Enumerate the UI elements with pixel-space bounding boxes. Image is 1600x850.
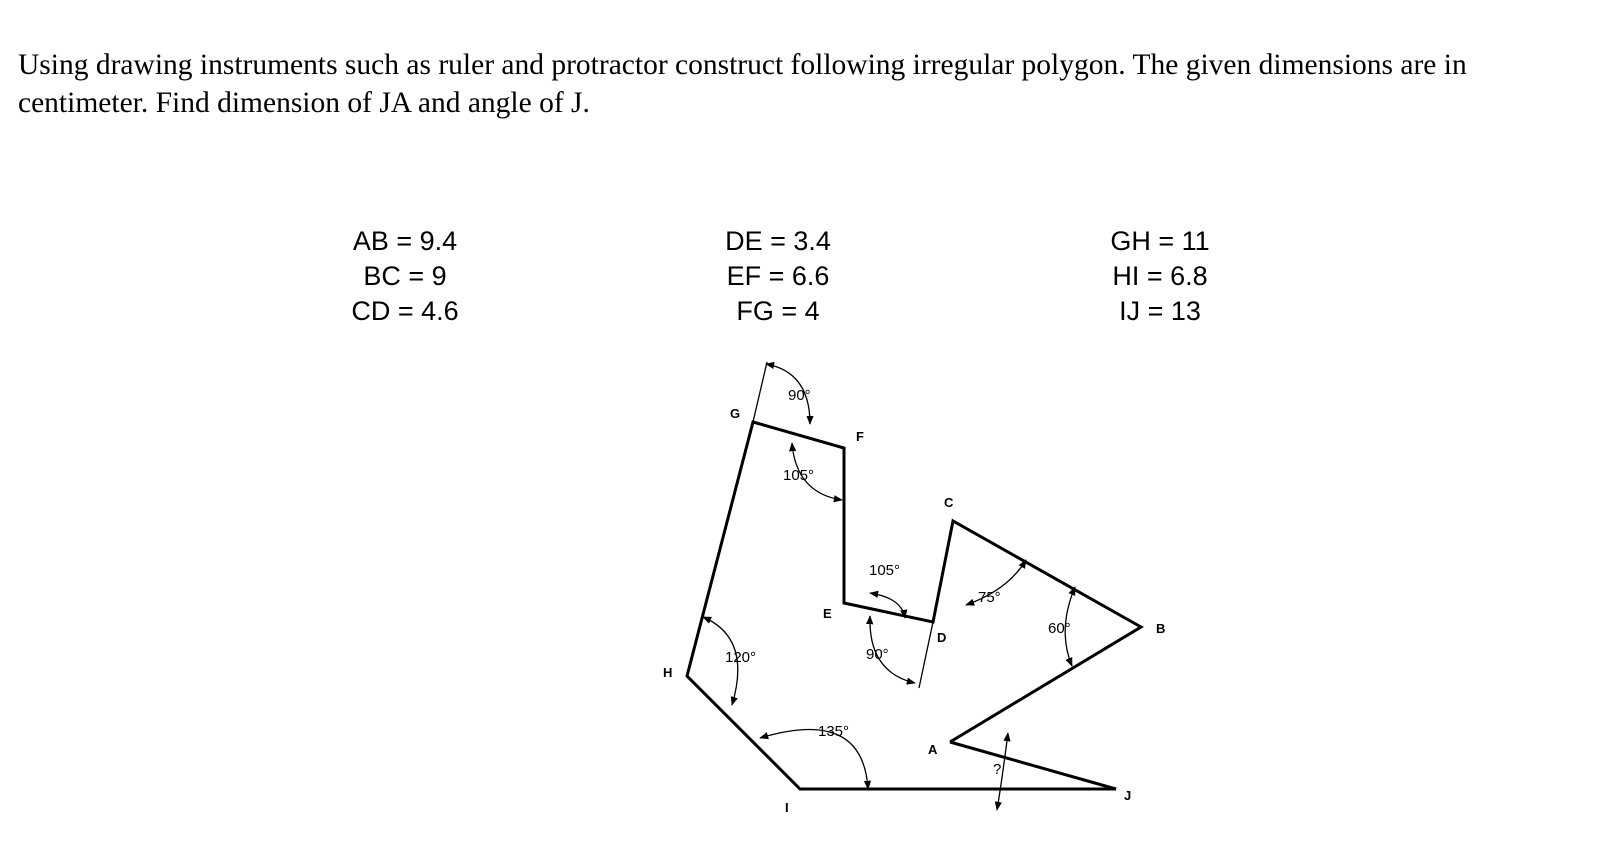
- angle-arc-i: [760, 729, 868, 789]
- vertex-label-d: D: [937, 630, 947, 645]
- angle-label-c: 75°: [978, 589, 1001, 606]
- dimension-gh: GH = 11: [1110, 226, 1210, 256]
- dimension-de: DE = 3.4: [725, 226, 831, 256]
- vertex-label-i: I: [785, 800, 789, 815]
- vertex-label-b: B: [1156, 621, 1166, 636]
- vertex-label-j: J: [1124, 788, 1132, 803]
- dimension-ij: IJ = 13: [1119, 296, 1201, 326]
- angle-label-i: 135°: [818, 723, 850, 740]
- angle-label-g: 90°: [788, 387, 811, 404]
- extension-line-g: [753, 362, 767, 422]
- vertex-label-c: C: [944, 495, 954, 510]
- dimension-ef: EF = 6.6: [726, 261, 830, 291]
- dimension-cd: CD = 4.6: [351, 296, 459, 326]
- dimension-ab: AB = 9.4: [352, 226, 458, 256]
- vertex-label-g: G: [730, 406, 741, 421]
- polygon-outline: [687, 422, 1141, 789]
- angle-label-e: 105°: [869, 562, 901, 579]
- vertex-label-e: E: [823, 606, 832, 621]
- vertex-label-h: H: [663, 665, 673, 680]
- angle-label-a-unknown: ?: [993, 761, 1002, 778]
- vertex-label-a: A: [928, 742, 938, 757]
- question-text: Using drawing instruments such as ruler and protractor construct following irregular polygon. The given dimensions are in centimeter. Find dimension of JA and angle of J.: [18, 49, 1467, 119]
- extension-line-d: [919, 622, 933, 688]
- dimension-hi: HI = 6.8: [1112, 261, 1208, 291]
- angle-label-b: 60°: [1048, 620, 1071, 637]
- vertex-label-f: F: [856, 429, 864, 444]
- angle-label-h: 120°: [725, 649, 757, 666]
- angle-label-d: 90°: [866, 646, 889, 663]
- angle-label-f: 105°: [783, 467, 815, 484]
- dimension-fg: FG = 4: [736, 296, 820, 326]
- dimension-bc: BC = 9: [363, 261, 447, 291]
